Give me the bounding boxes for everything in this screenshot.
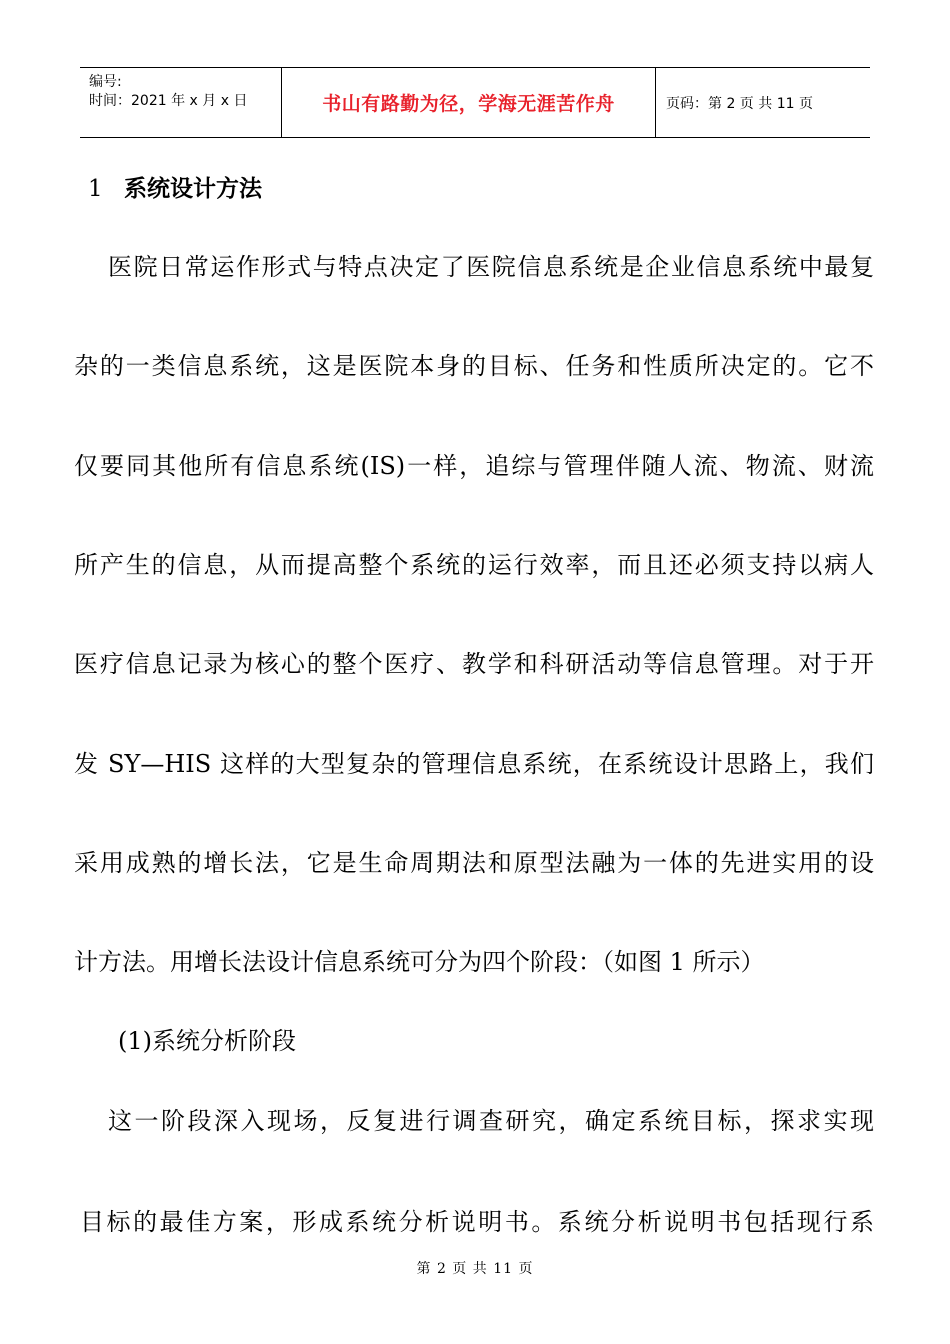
paragraph-line: 所产生的信息，从而提高整个系统的运行效率，而且还必须支持以病人 [74,551,874,579]
paragraph-line: 医疗信息记录为核心的整个医疗、教学和科研活动等信息管理。对于开 [74,650,874,678]
section-heading [88,170,262,203]
motto: 书山有路勤为径，学海无涯苦作舟 [322,93,615,115]
paragraph-line: 发 SY—HIS 这样的大型复杂的管理信息系统，在系统设计思路上，我们 [74,750,874,778]
time-label: 时间：2021 年 x 月 x 日 [89,93,248,109]
paragraph-line: 这一阶段深入现场，反复进行调查研究，确定系统目标，探求实现 [108,1107,874,1135]
section-number: 1 [88,176,103,202]
header-motto-cell [282,68,656,137]
paragraph-line: 目标的最佳方案，形成系统分析说明书。系统分析说明书包括现行系 [80,1208,874,1236]
header-info-cell [80,68,282,137]
paragraph-line: 仅要同其他所有信息系统(IS)一样，追综与管理伴随人流、物流、财流 [74,452,874,480]
paragraph-line: 计方法。用增长法设计信息系统可分为四个阶段：（如图 1 所示） [74,948,765,976]
section-title: 系统设计方法 [124,176,262,202]
page-number-label: 页码：第 2 页 共 11 页 [666,95,813,112]
paragraph-line: 医院日常运作形式与特点决定了医院信息系统是企业信息系统中最复 [108,253,874,281]
header-page-cell [656,68,870,137]
paragraph-line: 采用成熟的增长法，它是生命周期法和原型法融为一体的先进实用的设 [74,849,874,877]
header-table [80,67,870,138]
page-footer: 第 2 页 共 11 页 [416,1261,534,1277]
paragraph-line: 杂的一类信息系统，这是医院本身的目标、任务和性质所决定的。它不 [74,352,874,380]
serial-number-label: 编号: [89,74,122,90]
subheading: (1)系统分析阶段 [118,1027,296,1055]
